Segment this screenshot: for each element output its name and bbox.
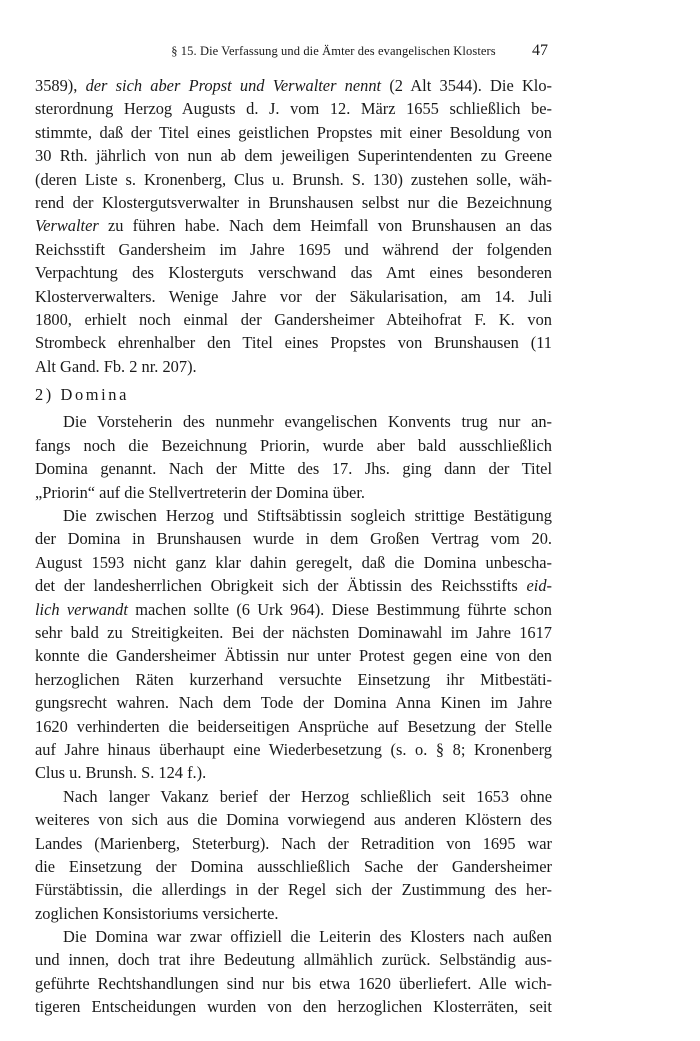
text-line: herzoglichen Räten kurzerhand versuchte Einsetzung ihr Mitbestäti- (35, 669, 552, 689)
text-line: August 1593 nicht ganz klar dahin geregelt, daß die Domina unbescha- (35, 552, 552, 572)
text-line: „Priorin“ auf die Stellvertreterin der Domina über. (35, 482, 365, 502)
text-line: weiteres von sich aus die Domina vorwiegend aus anderen Klöstern des (35, 810, 552, 830)
text-line: Die zwischen Herzog und Stiftsäbtissin sogleich strittige Bestätigung (63, 506, 552, 526)
text-line: und innen, doch trat ihre Bedeutung allmählich zurück. Selbständig aus- (35, 950, 552, 970)
paragraph-domina-role (35, 925, 552, 1019)
text-line: die Einsetzung der Domina ausschließlich Sache der Gandersheimer (35, 856, 552, 876)
text-line: Clus u. Brunsh. S. 124 f.). (35, 763, 207, 783)
text-line: Verwalter zu führen habe. Nach dem Heimfall von Brunshausen an das (35, 216, 552, 236)
text-line: Verpachtung des Klosterguts verschwand das Amt eines besonderen (35, 263, 552, 283)
text-line: Klosterverwalters. Wenige Jahre vor der Säkularisation, am 14. Juli (35, 286, 552, 306)
text-line: gungsrecht wahren. Nach dem Tode der Domina Anna Kinen im Jahre (35, 693, 552, 713)
quoted-phrase: der sich aber Propst und Verwalter nennt (85, 76, 382, 95)
text-line: der Domina in Brunshausen wurde in dem Großen Vertrag vom 20. (35, 529, 552, 549)
text-line: Die Vorsteherin des nunmehr evangelischen Konvents trug nur an- (63, 412, 552, 432)
text-line: Fürstäbtissin, die allerdings in der Regel sich der Zustimmung des her- (35, 880, 552, 900)
text-line: konnte die Gandersheimer Äbtissin nur unter Protest gegen eine von den (35, 646, 552, 666)
text-line: Die Domina war zwar offiziell die Leiterin des Klosters nach außen (63, 927, 552, 947)
text-line: 30 Rth. jährlich von nun ab dem jeweiligen Superintendenten zu Greene (35, 146, 552, 166)
text-line: fangs noch die Bezeichnung Priorin, wurde aber bald ausschließlich (35, 435, 552, 455)
paragraph-domina-appointment (35, 785, 552, 925)
page-number: 47 (532, 42, 548, 59)
text-line: Domina genannt. Nach der Mitte des 17. Jhs. ging dann der Titel (35, 459, 552, 479)
text-line: auf Jahre hinaus überhaupt eine Wiederbesetzung (s. o. § 8; Kronenberg (35, 739, 552, 759)
text-line: zoglichen Konsistoriums versicherte. (35, 903, 279, 923)
text-line: geführte Rechtshandlungen sind nur bis etwa 1620 überliefert. Alle wich- (35, 973, 552, 993)
emphasized-term: Verwalter (35, 216, 99, 236)
page-body (35, 74, 552, 1019)
text-line: sehr bald zu Streitigkeiten. Bei der nächsten Dominawahl im Jahre 1617 (35, 622, 552, 642)
text-line: det der landesherrlichen Obrigkeit sich der Äbtissin des Reichsstifts eid- (35, 576, 552, 596)
paragraph-domina-title (35, 410, 552, 504)
text-line: Reichsstift Gandersheim im Jahre 1695 und während der folgenden (35, 239, 552, 259)
text-line: 1800, erhielt noch einmal der Gandersheimer Abteihofrat F. K. von (35, 309, 552, 329)
emphasized-term: lich verwandt (35, 599, 128, 619)
text-line: (deren Liste s. Kronenberg, Clus u. Brunsh. S. 130) zustehen solle, wäh- (35, 169, 552, 189)
text-line: stimmte, daß der Titel eines geistlichen Propstes mit einer Besoldung von (35, 122, 552, 142)
paragraph-propst-continuation (35, 74, 552, 378)
text-line: sterordnung Herzog Augusts d. J. vom 12. März 1655 schließlich be- (35, 99, 552, 119)
running-header (112, 44, 555, 59)
paragraph-domina-confirmation (35, 504, 552, 785)
running-header-title: § 15. Die Verfassung und die Ämter des evangelischen Klosters (171, 44, 496, 58)
text-line: Landes (Marienberg, Steterburg). Nach der Retradition von 1695 war (35, 833, 552, 853)
text-line: 1620 verhinderten die beiderseitigen Ansprüche auf Besetzung der Stelle (35, 716, 552, 736)
text-line: Alt Gand. Fb. 2 nr. 207). (35, 356, 197, 376)
emphasized-term: eid- (526, 576, 552, 596)
text-line: 3589), der sich aber Propst und Verwalter nennt (2 Alt 3544). Die Klo- (35, 76, 552, 95)
text-line: lich verwandt machen sollte (6 Urk 964). Diese Bestimmung führte schon (35, 599, 552, 619)
text-line: rend der Klostergutsverwalter in Brunshausen selbst nur die Bezeichnung (35, 192, 552, 212)
text-line: Nach langer Vakanz berief der Herzog schließlich seit 1653 ohne (63, 786, 552, 806)
text-line: Strombeck ehrenhalber den Titel eines Propstes von Brunshausen (11 (35, 333, 552, 353)
text-line: tigeren Entscheidungen wurden von den herzoglichen Klosterräten, seit (35, 997, 552, 1017)
section-heading-domina: 2) Domina (35, 385, 129, 405)
